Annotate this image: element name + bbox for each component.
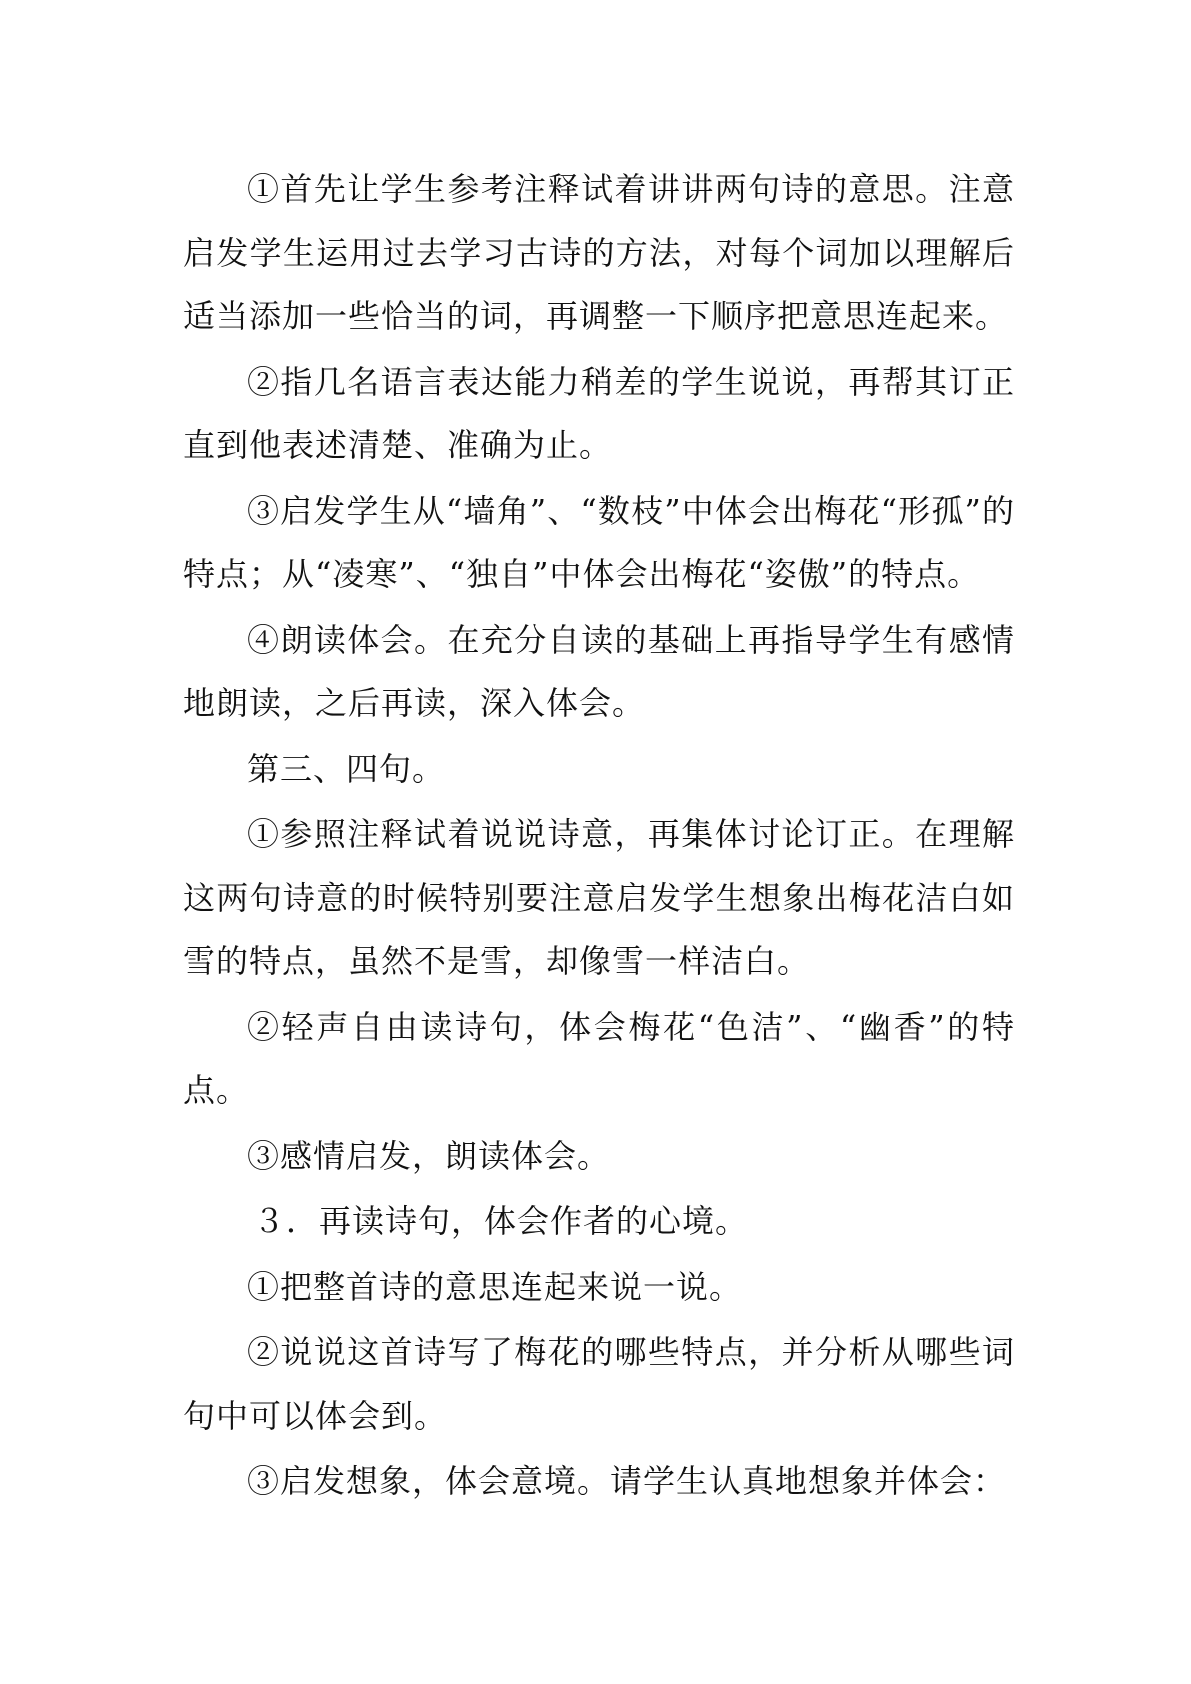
paragraph-step-2: ②指几名语言表达能力稍差的学生说说，再帮其订正直到他表述清楚、准确为止。 (183, 362, 1015, 464)
paragraph-lines-3-4-step-3: ③感情启发，朗读体会。 (247, 1136, 611, 1175)
paragraph-section-3-step-2: ②说说这首诗写了梅花的哪些特点，并分析从哪些词句中可以体会到。 (183, 1333, 1015, 1435)
paragraph-section-3-step-1: ①把整首诗的意思连起来说一说。 (247, 1267, 743, 1306)
paragraph-section-3-step-3: ③启发想象，体会意境。请学生认真地想象并体会： (247, 1462, 1007, 1500)
paragraph-step-4: ④朗读体会。在充分自读的基础上再指导学生有感情地朗读，之后再读，深入体会。 (183, 620, 1015, 722)
paragraph-step-3: ③启发学生从“墙角”、“数枝”中体会出梅花“形孤”的特点；从“凌寒”、“独自”中体会出梅花“姿傲”的特点。 (183, 491, 1015, 593)
paragraph-step-1: ①首先让学生参考注释试着讲讲两句诗的意思。注意启发学生运用过去学习古诗的方法，对每个词加以理解后适当添加一些恰当的词，再调整一下顺序把意思连起来。 (183, 170, 1015, 335)
section-heading-lines-3-4: 第三、四句。 (247, 749, 446, 788)
paragraph-lines-3-4-step-1: ①参照注释试着说说诗意，再集体讨论订正。在理解这两句诗意的时候特别要注意启发学生想象出梅花洁白如雪的特点，虽然不是雪，却像雪一样洁白。 (183, 815, 1015, 980)
paragraph-lines-3-4-step-2: ②轻声自由读诗句，体会梅花“色洁”、“幽香”的特点。 (183, 1007, 1015, 1109)
section-heading-3: ３．再读诗句，体会作者的心境。 (253, 1202, 749, 1240)
body-text (183, 158, 1015, 1516)
